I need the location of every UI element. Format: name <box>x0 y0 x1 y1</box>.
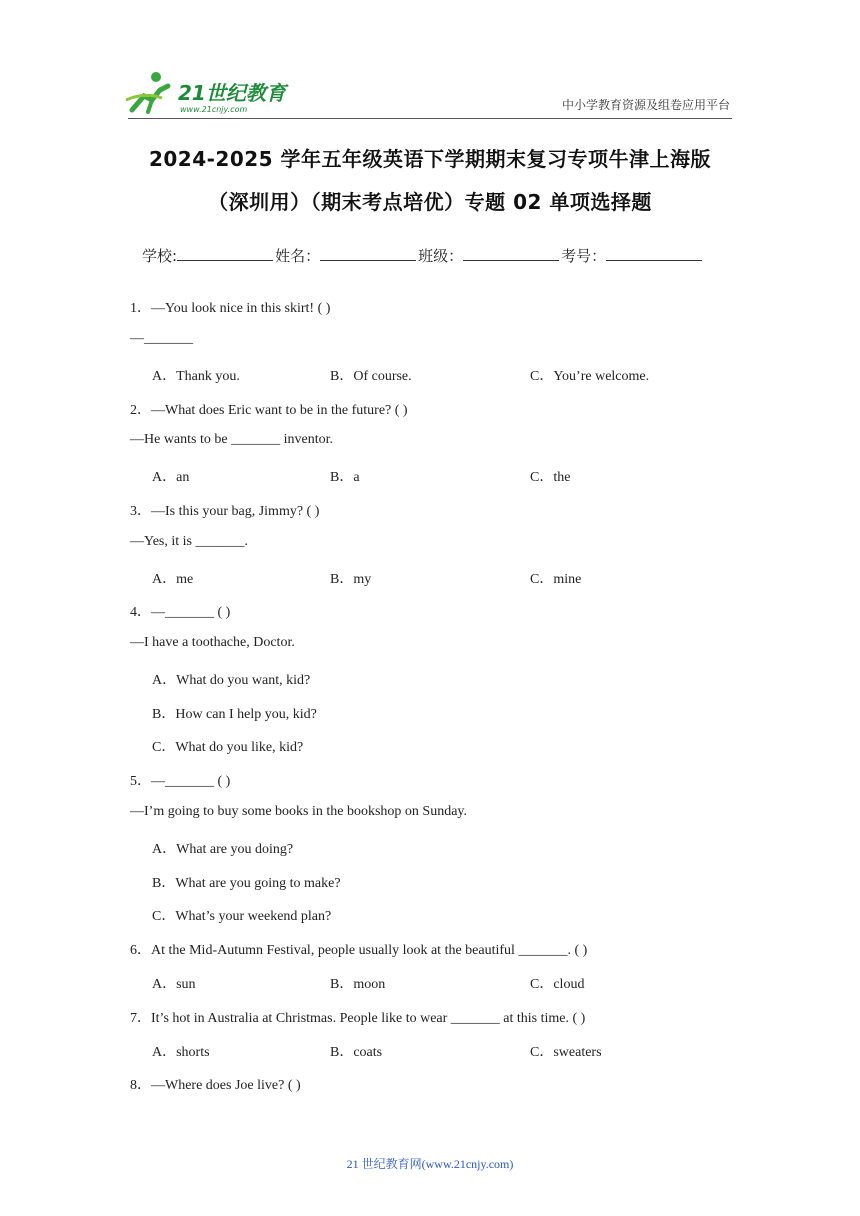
question-3-option-b[interactable]: B．my <box>330 572 372 587</box>
logo-wordmark: 21世纪教育 <box>178 81 286 105</box>
question-1-answer-line: —_______ <box>130 331 193 346</box>
header-divider <box>128 118 732 119</box>
question-7-stem: 7．It’s hot in Australia at Christmas. People like to wear _______ at this time. ( ) <box>130 1011 586 1026</box>
question-2-answer-line: —He wants to be _______ inventor. <box>130 432 333 447</box>
question-6-option-a[interactable]: A．sun <box>152 977 196 992</box>
question-2-stem: 2．—What does Eric want to be in the future? ( ) <box>130 403 408 418</box>
question-5-answer-line: —I’m going to buy some books in the bookshop on Sunday. <box>130 804 468 819</box>
question-4-option-b[interactable]: B．How can I help you, kid? <box>152 707 317 722</box>
question-5-option-a[interactable]: A．What are you doing? <box>152 842 294 857</box>
student-info-line <box>142 244 704 266</box>
school-blank[interactable] <box>177 244 273 261</box>
question-1-option-a[interactable]: A．Thank you. <box>152 369 240 384</box>
question-3-answer-line: —Yes, it is _______. <box>130 534 248 549</box>
question-3-option-a[interactable]: A．me <box>152 572 194 587</box>
question-5-option-b[interactable]: B．What are you going to make? <box>152 876 341 891</box>
question-2-option-a[interactable]: A．an <box>152 470 190 485</box>
number-label: 考号： <box>561 247 607 265</box>
question-2-option-b[interactable]: B．a <box>330 470 360 485</box>
question-3-stem: 3．—Is this your bag, Jimmy? ( ) <box>130 504 320 519</box>
platform-label: 中小学教育资源及组卷应用平台 <box>561 98 730 112</box>
class-label: 班级： <box>418 247 464 265</box>
number-blank[interactable] <box>606 244 702 261</box>
question-7-option-c[interactable]: C．sweaters <box>530 1045 602 1060</box>
question-6-option-c[interactable]: C．cloud <box>530 977 585 992</box>
question-6-stem: 6．At the Mid-Autumn Festival, people usually look at the beautiful _______. ( ) <box>130 943 588 958</box>
footer-link[interactable]: 21 世纪教育网(www.21cnjy.com) <box>346 1157 514 1171</box>
class-blank[interactable] <box>463 244 559 261</box>
page-title-line1: 2024-2025 学年五年级英语下学期期末复习专项牛津上海版 <box>148 147 712 171</box>
site-logo <box>122 70 292 116</box>
name-label: 姓名： <box>275 247 321 265</box>
question-3-option-c[interactable]: C．mine <box>530 572 582 587</box>
school-label: 学校: <box>142 247 178 265</box>
question-4-stem: 4．—_______ ( ) <box>130 605 231 620</box>
question-1-option-b[interactable]: B．Of course. <box>330 369 412 384</box>
question-1-option-c[interactable]: C．You’re welcome. <box>530 369 650 384</box>
question-1-stem: 1．—You look nice in this skirt! ( ) <box>130 301 331 316</box>
question-7-option-a[interactable]: A．shorts <box>152 1045 210 1060</box>
question-2-option-c[interactable]: C．the <box>530 470 571 485</box>
question-6-option-b[interactable]: B．moon <box>330 977 386 992</box>
page-title-line2: （深圳用）（期末考点培优）专题 02 单项选择题 <box>208 190 652 214</box>
question-7-option-b[interactable]: B．coats <box>330 1045 383 1060</box>
logo-url: www.21cnjy.com <box>180 105 248 114</box>
question-5-stem: 5．—_______ ( ) <box>130 774 231 789</box>
question-4-answer-line: —I have a toothache, Doctor. <box>130 635 295 650</box>
question-4-option-c[interactable]: C．What do you like, kid? <box>152 740 304 755</box>
question-5-option-c[interactable]: C．What’s your weekend plan? <box>152 909 332 924</box>
name-blank[interactable] <box>320 244 416 261</box>
question-8-stem: 8．—Where does Joe live? ( ) <box>130 1078 301 1093</box>
question-4-option-a[interactable]: A．What do you want, kid? <box>152 673 311 688</box>
